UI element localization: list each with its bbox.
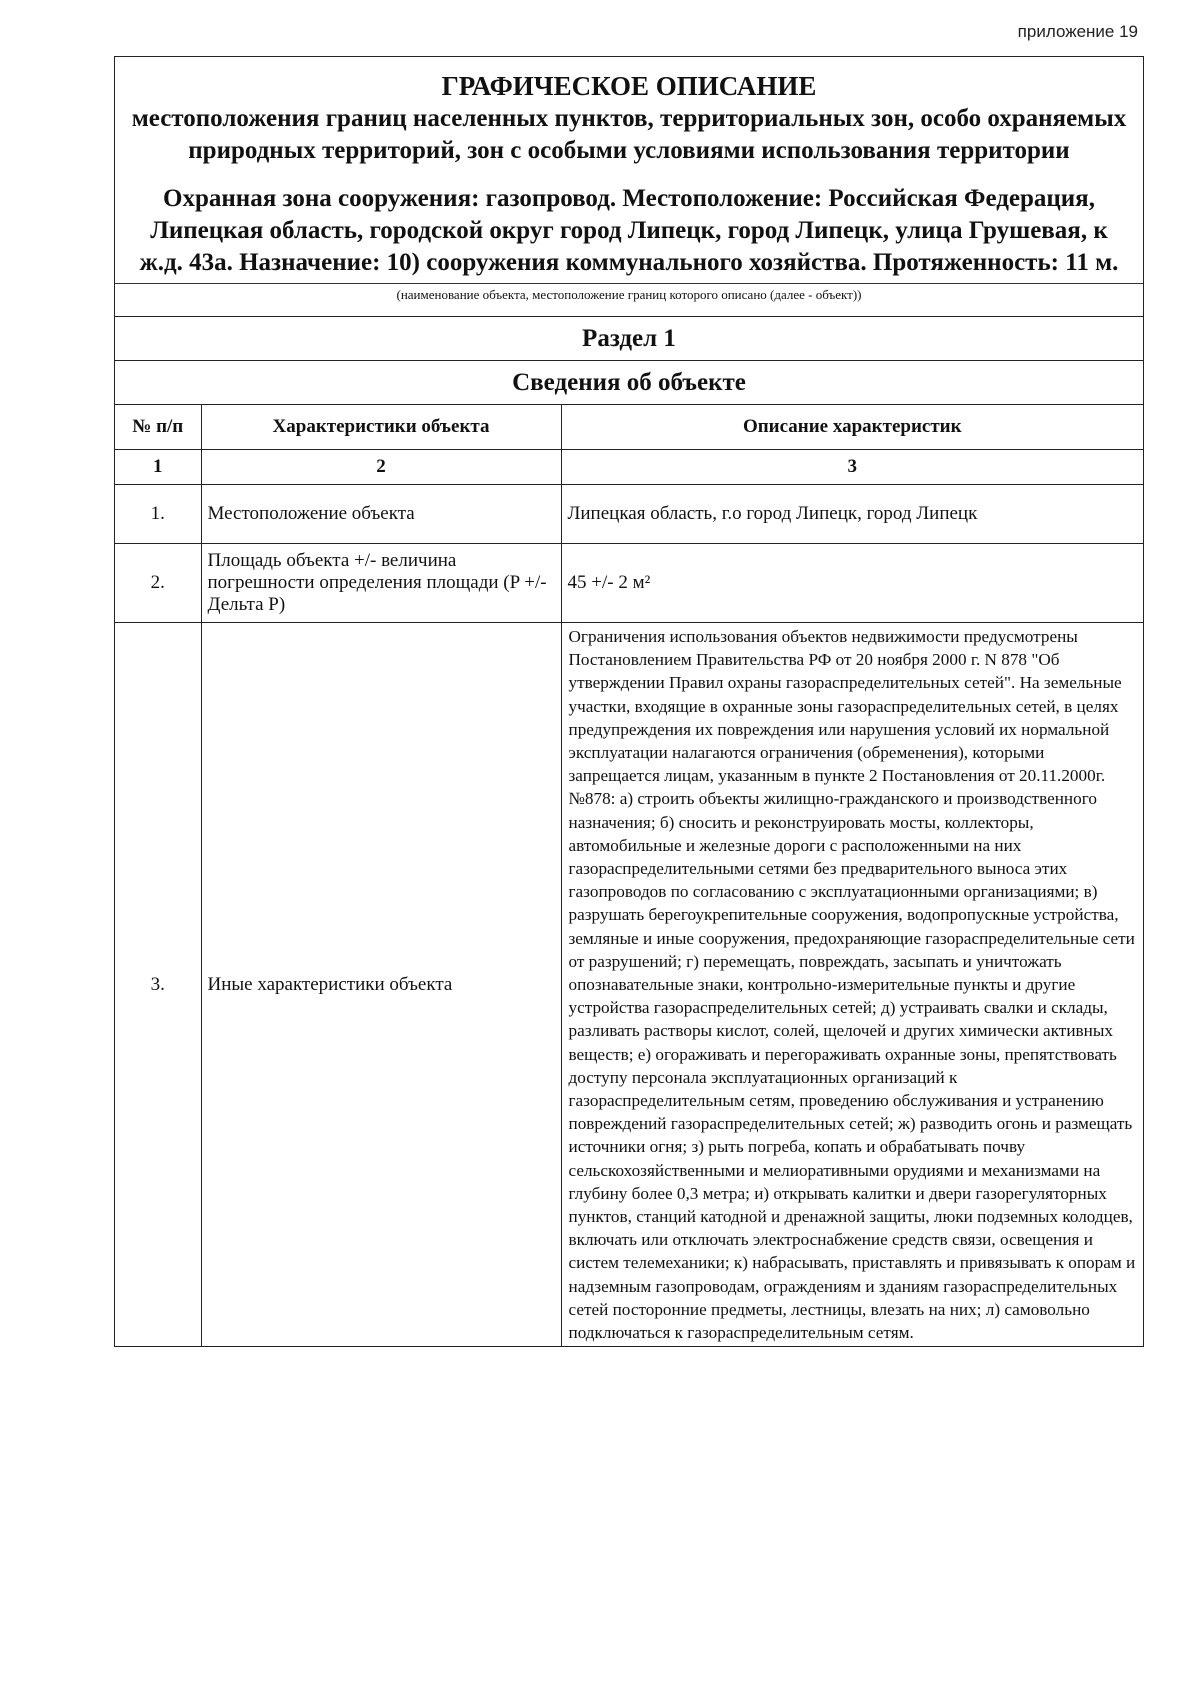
row-characteristic: Площадь объекта +/- величина погрешности определения площади (P +/- Дельта P) xyxy=(201,544,561,623)
object-name: Охранная зона сооружения: газопровод. Местоположение: Российская Федерация, Липецкая область, городской округ город Липецк, город Липецк, улица Грушевая, к ж.д. 43а. Назначение: 10) сооружения коммунального хозяйства. Протяженность: 11 м. xyxy=(139,185,1119,276)
row-number: 1. xyxy=(115,485,201,544)
document-subtitle: местоположения границ населенных пунктов, территориальных зон, особо охраняемых природных территорий, зон с особыми условиями использования территории xyxy=(131,105,1127,164)
section-title: Раздел 1 xyxy=(115,316,1143,360)
header-characteristic: Характеристики объекта xyxy=(201,405,561,450)
object-caption: (наименование объекта, местоположение границ которого описано (далее - объект)) xyxy=(115,283,1143,316)
row-description: 45 +/- 2 м² xyxy=(561,544,1143,623)
header-description: Описание характеристик xyxy=(561,405,1143,450)
row-number: 3. xyxy=(115,623,201,1347)
section-subtitle: Сведения об объекте xyxy=(115,360,1143,404)
object-info-table xyxy=(115,404,1143,1346)
table-row xyxy=(115,544,1143,623)
document-header xyxy=(115,57,1143,279)
column-number: 3 xyxy=(561,450,1143,485)
column-number-row xyxy=(115,450,1143,485)
header-number: № п/п xyxy=(115,405,201,450)
row-number: 2. xyxy=(115,544,201,623)
table-row xyxy=(115,623,1143,1347)
column-number: 1 xyxy=(115,450,201,485)
document-sheet xyxy=(114,56,1144,1347)
row-characteristic: Иные характеристики объекта xyxy=(201,623,561,1347)
row-characteristic: Местоположение объекта xyxy=(201,485,561,544)
column-number: 2 xyxy=(201,450,561,485)
row-description: Липецкая область, г.о город Липецк, город Липецк xyxy=(561,485,1143,544)
appendix-label: приложение 19 xyxy=(1017,22,1138,41)
table-row xyxy=(115,485,1143,544)
table-header-row xyxy=(115,405,1143,450)
row-description: Ограничения использования объектов недвижимости предусмотрены Постановлением Правительства РФ от 20 ноября 2000 г. N 878 "Об утверждении Правил охраны газораспределительных сетей". На земельные участки, входящие в охранные зоны газораспределительных сетей, в целях предупреждения их повреждения или нарушения условий их нормальной эксплуатации налагаются ограничения (обременения), которыми запрещается лицам, указанным в пункте 2 Постановления от 20.11.2000г. №878: а) строить объекты жилищно-гражданского и производственного назначения; б) сносить и реконструировать мосты, коллекторы, автомобильные и железные дороги с расположенными на них газораспределительными сетями без предварительного выноса этих газопроводов по согласованию с эксплуатационными организациями; в) разрушать берегоукрепительные сооружения, водопропускные устройства, земляные и иные сооружения, предохраняющие газораспределительные сети от разрушений; г) перемещать, повреждать, засыпать и уничтожать опознавательные знаки, контрольно-измерительные пункты и другие устройства газораспределительных сетей; д) устраивать свалки и склады, разливать растворы кислот, солей, щелочей и других химически активных веществ; е) огораживать и перегораживать охранные зоны, препятствовать доступу персонала эксплуатационных организаций к газораспределительным сетям, проведению обслуживания и устранению повреждений газораспределительных сетей; ж) разводить огонь и размещать источники огня; з) рыть погреба, копать и обрабатывать почву сельскохозяйственными и мелиоративными орудиями и механизмами на глубину более 0,3 метра; и) открывать калитки и двери газорегуляторных пунктов, станций катодной и дренажной защиты, люки подземных колодцев, включать или отключать электроснабжение средств связи, освещения и систем телемеханики; к) набрасывать, приставлять и привязывать к опорам и надземным газопроводам, ограждениям и зданиям газораспределительных сетей посторонние предметы, лестницы, влезать на них; л) самовольно подключаться к газораспределительным сетям. xyxy=(561,623,1143,1347)
document-title: ГРАФИЧЕСКОЕ ОПИСАНИЕ xyxy=(441,71,817,101)
